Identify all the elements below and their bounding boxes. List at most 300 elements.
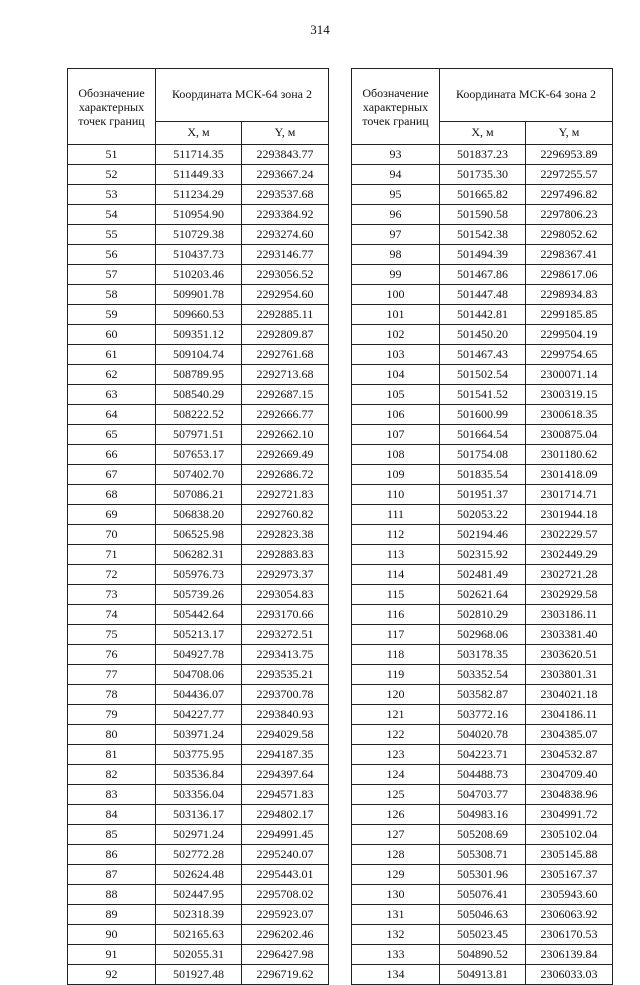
table-row	[68, 265, 329, 285]
point-number-cell: 131	[352, 905, 440, 925]
y-coordinate-cell: 2302721.28	[526, 565, 613, 585]
point-number-cell: 111	[352, 505, 440, 525]
point-number-cell: 54	[68, 205, 156, 225]
x-coordinate-cell: 501735.30	[440, 165, 526, 185]
x-coordinate-cell: 505442.64	[156, 605, 242, 625]
table-row	[68, 825, 329, 845]
point-number-cell: 126	[352, 805, 440, 825]
y-coordinate-cell: 2292666.77	[242, 405, 329, 425]
y-coordinate-cell: 2305145.88	[526, 845, 613, 865]
y-coordinate-cell: 2292687.15	[242, 385, 329, 405]
point-number-cell: 51	[68, 145, 156, 165]
x-coordinate-cell: 501494.39	[440, 245, 526, 265]
table-row	[352, 425, 613, 445]
x-coordinate-cell: 503352.54	[440, 665, 526, 685]
table-row	[68, 745, 329, 765]
point-number-cell: 91	[68, 945, 156, 965]
table-row	[352, 925, 613, 945]
table-row	[352, 445, 613, 465]
y-coordinate-cell: 2304532.87	[526, 745, 613, 765]
point-number-cell: 78	[68, 685, 156, 705]
x-coordinate-cell: 502810.29	[440, 605, 526, 625]
table-row	[68, 185, 329, 205]
table-row	[352, 545, 613, 565]
y-coordinate-cell: 2293054.83	[242, 585, 329, 605]
table-row	[352, 865, 613, 885]
table-row	[352, 645, 613, 665]
table-row	[68, 585, 329, 605]
point-number-cell: 120	[352, 685, 440, 705]
x-coordinate-cell: 505208.69	[440, 825, 526, 845]
point-number-cell: 65	[68, 425, 156, 445]
x-coordinate-cell: 508789.95	[156, 365, 242, 385]
x-coordinate-cell: 502165.63	[156, 925, 242, 945]
table-row	[352, 665, 613, 685]
y-coordinate-cell: 2292954.60	[242, 285, 329, 305]
table-row	[68, 565, 329, 585]
point-number-cell: 80	[68, 725, 156, 745]
x-coordinate-cell: 503772.16	[440, 705, 526, 725]
x-coordinate-cell: 505046.63	[440, 905, 526, 925]
table-row	[68, 865, 329, 885]
table-row	[352, 945, 613, 965]
x-coordinate-cell: 509660.53	[156, 305, 242, 325]
table-row	[352, 245, 613, 265]
point-number-cell: 86	[68, 845, 156, 865]
table-row	[68, 645, 329, 665]
x-coordinate-cell: 504703.77	[440, 785, 526, 805]
point-number-cell: 116	[352, 605, 440, 625]
table-row	[68, 885, 329, 905]
x-coordinate-cell: 505076.41	[440, 885, 526, 905]
point-number-cell: 81	[68, 745, 156, 765]
table-row	[352, 505, 613, 525]
y-coordinate-cell: 2299504.19	[526, 325, 613, 345]
point-number-cell: 63	[68, 385, 156, 405]
table-row	[352, 765, 613, 785]
table-row	[68, 605, 329, 625]
y-coordinate-cell: 2292761.68	[242, 345, 329, 365]
y-coordinate-cell: 2301418.09	[526, 465, 613, 485]
point-number-cell: 95	[352, 185, 440, 205]
point-number-cell: 83	[68, 785, 156, 805]
point-number-cell: 89	[68, 905, 156, 925]
y-coordinate-cell: 2300875.04	[526, 425, 613, 445]
table-row	[68, 205, 329, 225]
point-number-cell: 73	[68, 585, 156, 605]
point-number-cell: 75	[68, 625, 156, 645]
point-number-cell: 106	[352, 405, 440, 425]
table-row	[68, 525, 329, 545]
x-coordinate-cell: 502194.46	[440, 525, 526, 545]
point-number-cell: 113	[352, 545, 440, 565]
table-row	[352, 625, 613, 645]
table-row	[352, 185, 613, 205]
y-coordinate-cell: 2294991.45	[242, 825, 329, 845]
table-row	[68, 165, 329, 185]
y-coordinate-cell: 2298052.62	[526, 225, 613, 245]
table-row	[352, 845, 613, 865]
y-coordinate-cell: 2303801.31	[526, 665, 613, 685]
point-number-cell: 97	[352, 225, 440, 245]
y-coordinate-cell: 2292686.72	[242, 465, 329, 485]
y-coordinate-cell: 2295923.07	[242, 905, 329, 925]
x-coordinate-cell: 502481.49	[440, 565, 526, 585]
x-coordinate-cell: 502624.48	[156, 865, 242, 885]
y-coordinate-cell: 2295443.01	[242, 865, 329, 885]
y-coordinate-cell: 2294397.64	[242, 765, 329, 785]
table-row	[68, 845, 329, 865]
x-coordinate-cell: 501835.54	[440, 465, 526, 485]
point-number-cell: 60	[68, 325, 156, 345]
table-row	[68, 805, 329, 825]
table-row	[68, 945, 329, 965]
x-coordinate-cell: 502772.28	[156, 845, 242, 865]
point-number-cell: 104	[352, 365, 440, 385]
table-row	[352, 265, 613, 285]
x-coordinate-cell: 511234.29	[156, 185, 242, 205]
x-coordinate-cell: 507402.70	[156, 465, 242, 485]
coordinates-table-right	[351, 68, 613, 985]
x-coordinate-cell: 505308.71	[440, 845, 526, 865]
table-row	[352, 205, 613, 225]
point-number-cell: 118	[352, 645, 440, 665]
y-coordinate-cell: 2306170.53	[526, 925, 613, 945]
y-coordinate-cell: 2293537.68	[242, 185, 329, 205]
y-coordinate-cell: 2298617.06	[526, 265, 613, 285]
table-row	[352, 905, 613, 925]
x-coordinate-cell: 504020.78	[440, 725, 526, 745]
x-coordinate-cell: 503356.04	[156, 785, 242, 805]
x-coordinate-cell: 501447.48	[440, 285, 526, 305]
x-coordinate-cell: 504890.52	[440, 945, 526, 965]
table-row	[352, 705, 613, 725]
x-coordinate-cell: 507653.17	[156, 445, 242, 465]
x-coordinate-cell: 501951.37	[440, 485, 526, 505]
point-number-cell: 94	[352, 165, 440, 185]
x-coordinate-cell: 501837.23	[440, 145, 526, 165]
x-coordinate-cell: 506282.31	[156, 545, 242, 565]
y-coordinate-cell: 2292973.37	[242, 565, 329, 585]
y-coordinate-cell: 2293840.93	[242, 705, 329, 725]
y-coordinate-cell: 2298367.41	[526, 245, 613, 265]
x-coordinate-cell: 503136.17	[156, 805, 242, 825]
table-row	[352, 605, 613, 625]
y-coordinate-cell: 2293170.66	[242, 605, 329, 625]
point-number-cell: 108	[352, 445, 440, 465]
point-number-cell: 87	[68, 865, 156, 885]
table-row	[352, 785, 613, 805]
point-number-cell: 92	[68, 965, 156, 985]
y-coordinate-cell: 2295708.02	[242, 885, 329, 905]
y-coordinate-cell: 2302229.57	[526, 525, 613, 545]
y-coordinate-cell: 2292883.83	[242, 545, 329, 565]
x-coordinate-cell: 510203.46	[156, 265, 242, 285]
x-coordinate-cell: 506525.98	[156, 525, 242, 545]
coordinates-table-left	[67, 68, 329, 985]
table-row	[352, 225, 613, 245]
x-coordinate-cell: 502621.64	[440, 585, 526, 605]
point-number-cell: 103	[352, 345, 440, 365]
point-number-cell: 109	[352, 465, 440, 485]
table-row	[352, 285, 613, 305]
y-coordinate-cell: 2303381.40	[526, 625, 613, 645]
x-coordinate-cell: 504983.16	[440, 805, 526, 825]
y-coordinate-cell: 2294802.17	[242, 805, 329, 825]
point-number-cell: 52	[68, 165, 156, 185]
x-coordinate-cell: 507971.51	[156, 425, 242, 445]
y-coordinate-cell: 2292885.11	[242, 305, 329, 325]
table-row	[352, 805, 613, 825]
x-coordinate-cell: 502053.22	[440, 505, 526, 525]
point-number-cell: 88	[68, 885, 156, 905]
x-coordinate-cell: 508540.29	[156, 385, 242, 405]
point-number-cell: 99	[352, 265, 440, 285]
point-number-cell: 112	[352, 525, 440, 545]
point-number-cell: 119	[352, 665, 440, 685]
point-number-cell: 82	[68, 765, 156, 785]
table-row	[68, 685, 329, 705]
y-coordinate-cell: 2300071.14	[526, 365, 613, 385]
y-coordinate-cell: 2293384.92	[242, 205, 329, 225]
table-row	[352, 965, 613, 985]
table-row	[352, 485, 613, 505]
table-row	[352, 825, 613, 845]
point-number-cell: 101	[352, 305, 440, 325]
x-coordinate-cell: 501600.99	[440, 405, 526, 425]
x-coordinate-cell: 501541.52	[440, 385, 526, 405]
table-row	[352, 325, 613, 345]
y-coordinate-cell: 2304385.07	[526, 725, 613, 745]
point-number-cell: 67	[68, 465, 156, 485]
x-coordinate-cell: 503536.84	[156, 765, 242, 785]
y-coordinate-cell: 2304991.72	[526, 805, 613, 825]
x-coordinate-cell: 504488.73	[440, 765, 526, 785]
y-coordinate-cell: 2305943.60	[526, 885, 613, 905]
x-coordinate-cell: 501665.82	[440, 185, 526, 205]
point-number-cell: 129	[352, 865, 440, 885]
point-number-cell: 68	[68, 485, 156, 505]
point-number-cell: 110	[352, 485, 440, 505]
y-coordinate-cell: 2300618.35	[526, 405, 613, 425]
point-number-cell: 114	[352, 565, 440, 585]
table-row	[68, 625, 329, 645]
y-coordinate-cell: 2306139.84	[526, 945, 613, 965]
table-row	[68, 405, 329, 425]
table-row	[68, 325, 329, 345]
x-coordinate-cell: 505213.17	[156, 625, 242, 645]
x-coordinate-cell: 501450.20	[440, 325, 526, 345]
y-coordinate-cell: 2293413.75	[242, 645, 329, 665]
x-coordinate-cell: 507086.21	[156, 485, 242, 505]
y-coordinate-cell: 2292713.68	[242, 365, 329, 385]
point-number-cell: 56	[68, 245, 156, 265]
y-coordinate-cell: 2293843.77	[242, 145, 329, 165]
point-number-cell: 77	[68, 665, 156, 685]
x-coordinate-cell: 504436.07	[156, 685, 242, 705]
x-coordinate-cell: 504927.78	[156, 645, 242, 665]
y-coordinate-cell: 2303186.11	[526, 605, 613, 625]
y-coordinate-cell: 2306033.03	[526, 965, 613, 985]
y-coordinate-cell: 2301944.18	[526, 505, 613, 525]
x-coordinate-cell: 510437.73	[156, 245, 242, 265]
table-row	[352, 305, 613, 325]
table-row	[352, 725, 613, 745]
y-coordinate-cell: 2292823.38	[242, 525, 329, 545]
header-x: X, м	[156, 121, 242, 144]
table-row	[352, 145, 613, 165]
point-number-cell: 96	[352, 205, 440, 225]
table-row	[352, 385, 613, 405]
x-coordinate-cell: 504913.81	[440, 965, 526, 985]
x-coordinate-cell: 511714.35	[156, 145, 242, 165]
point-number-cell: 66	[68, 445, 156, 465]
table-row	[68, 505, 329, 525]
table-row	[68, 485, 329, 505]
point-number-cell: 122	[352, 725, 440, 745]
x-coordinate-cell: 503582.87	[440, 685, 526, 705]
x-coordinate-cell: 501754.08	[440, 445, 526, 465]
table-row	[352, 525, 613, 545]
table-row	[68, 285, 329, 305]
y-coordinate-cell: 2292721.83	[242, 485, 329, 505]
y-coordinate-cell: 2294029.58	[242, 725, 329, 745]
y-coordinate-cell: 2296953.89	[526, 145, 613, 165]
y-coordinate-cell: 2301180.62	[526, 445, 613, 465]
table-row	[352, 685, 613, 705]
y-coordinate-cell: 2296202.46	[242, 925, 329, 945]
header-y: Y, м	[242, 121, 329, 144]
header-point-label: Обозначение характерных точек границ	[68, 69, 156, 145]
y-coordinate-cell: 2296427.98	[242, 945, 329, 965]
table-row	[68, 785, 329, 805]
point-number-cell: 98	[352, 245, 440, 265]
table-row	[68, 365, 329, 385]
y-coordinate-cell: 2304838.96	[526, 785, 613, 805]
point-number-cell: 55	[68, 225, 156, 245]
y-coordinate-cell: 2293700.78	[242, 685, 329, 705]
y-coordinate-cell: 2301714.71	[526, 485, 613, 505]
table-row	[68, 725, 329, 745]
x-coordinate-cell: 501442.81	[440, 305, 526, 325]
y-coordinate-cell: 2299754.65	[526, 345, 613, 365]
table-row	[352, 565, 613, 585]
x-coordinate-cell: 501542.38	[440, 225, 526, 245]
x-coordinate-cell: 505976.73	[156, 565, 242, 585]
x-coordinate-cell: 510954.90	[156, 205, 242, 225]
x-coordinate-cell: 503971.24	[156, 725, 242, 745]
point-number-cell: 121	[352, 705, 440, 725]
table-row	[68, 305, 329, 325]
y-coordinate-cell: 2295240.07	[242, 845, 329, 865]
header-coordinate-system: Координата МСК-64 зона 2	[440, 69, 613, 122]
x-coordinate-cell: 511449.33	[156, 165, 242, 185]
table-row	[352, 365, 613, 385]
table-body-left	[68, 145, 329, 985]
x-coordinate-cell: 503775.95	[156, 745, 242, 765]
point-number-cell: 79	[68, 705, 156, 725]
y-coordinate-cell: 2292662.10	[242, 425, 329, 445]
x-coordinate-cell: 502447.95	[156, 885, 242, 905]
y-coordinate-cell: 2292760.82	[242, 505, 329, 525]
table-row	[68, 965, 329, 985]
page-number: 314	[310, 22, 330, 37]
x-coordinate-cell: 510729.38	[156, 225, 242, 245]
point-number-cell: 59	[68, 305, 156, 325]
point-number-cell: 100	[352, 285, 440, 305]
x-coordinate-cell: 502318.39	[156, 905, 242, 925]
table-row	[68, 545, 329, 565]
x-coordinate-cell: 509351.12	[156, 325, 242, 345]
table-row	[68, 385, 329, 405]
y-coordinate-cell: 2293535.21	[242, 665, 329, 685]
x-coordinate-cell: 501927.48	[156, 965, 242, 985]
point-number-cell: 93	[352, 145, 440, 165]
y-coordinate-cell: 2306063.92	[526, 905, 613, 925]
point-number-cell: 105	[352, 385, 440, 405]
table-row	[68, 905, 329, 925]
x-coordinate-cell: 505739.26	[156, 585, 242, 605]
x-coordinate-cell: 505023.45	[440, 925, 526, 945]
x-coordinate-cell: 504227.77	[156, 705, 242, 725]
y-coordinate-cell: 2294187.35	[242, 745, 329, 765]
y-coordinate-cell: 2293146.77	[242, 245, 329, 265]
y-coordinate-cell: 2299185.85	[526, 305, 613, 325]
x-coordinate-cell: 502968.06	[440, 625, 526, 645]
y-coordinate-cell: 2293274.60	[242, 225, 329, 245]
table-body-right	[352, 145, 613, 985]
table-row	[68, 465, 329, 485]
y-coordinate-cell: 2292809.87	[242, 325, 329, 345]
point-number-cell: 84	[68, 805, 156, 825]
y-coordinate-cell: 2305167.37	[526, 865, 613, 885]
x-coordinate-cell: 504223.71	[440, 745, 526, 765]
x-coordinate-cell: 505301.96	[440, 865, 526, 885]
table-row	[68, 145, 329, 165]
x-coordinate-cell: 508222.52	[156, 405, 242, 425]
table-row	[352, 885, 613, 905]
point-number-cell: 76	[68, 645, 156, 665]
table-row	[68, 445, 329, 465]
header-point-label: Обозначение характерных точек границ	[352, 69, 440, 145]
point-number-cell: 85	[68, 825, 156, 845]
table-row	[68, 705, 329, 725]
y-coordinate-cell: 2302929.58	[526, 585, 613, 605]
header-x: X, м	[440, 121, 526, 144]
point-number-cell: 124	[352, 765, 440, 785]
y-coordinate-cell: 2302449.29	[526, 545, 613, 565]
x-coordinate-cell: 502315.92	[440, 545, 526, 565]
point-number-cell: 134	[352, 965, 440, 985]
point-number-cell: 74	[68, 605, 156, 625]
y-coordinate-cell: 2297255.57	[526, 165, 613, 185]
point-number-cell: 90	[68, 925, 156, 945]
x-coordinate-cell: 501502.54	[440, 365, 526, 385]
point-number-cell: 128	[352, 845, 440, 865]
y-coordinate-cell: 2304709.40	[526, 765, 613, 785]
point-number-cell: 123	[352, 745, 440, 765]
y-coordinate-cell: 2292669.49	[242, 445, 329, 465]
y-coordinate-cell: 2304021.18	[526, 685, 613, 705]
table-row	[68, 665, 329, 685]
header-coordinate-system: Координата МСК-64 зона 2	[156, 69, 329, 122]
y-coordinate-cell: 2298934.83	[526, 285, 613, 305]
y-coordinate-cell: 2293272.51	[242, 625, 329, 645]
y-coordinate-cell: 2297806.23	[526, 205, 613, 225]
x-coordinate-cell: 501467.86	[440, 265, 526, 285]
x-coordinate-cell: 502055.31	[156, 945, 242, 965]
table-row	[68, 925, 329, 945]
